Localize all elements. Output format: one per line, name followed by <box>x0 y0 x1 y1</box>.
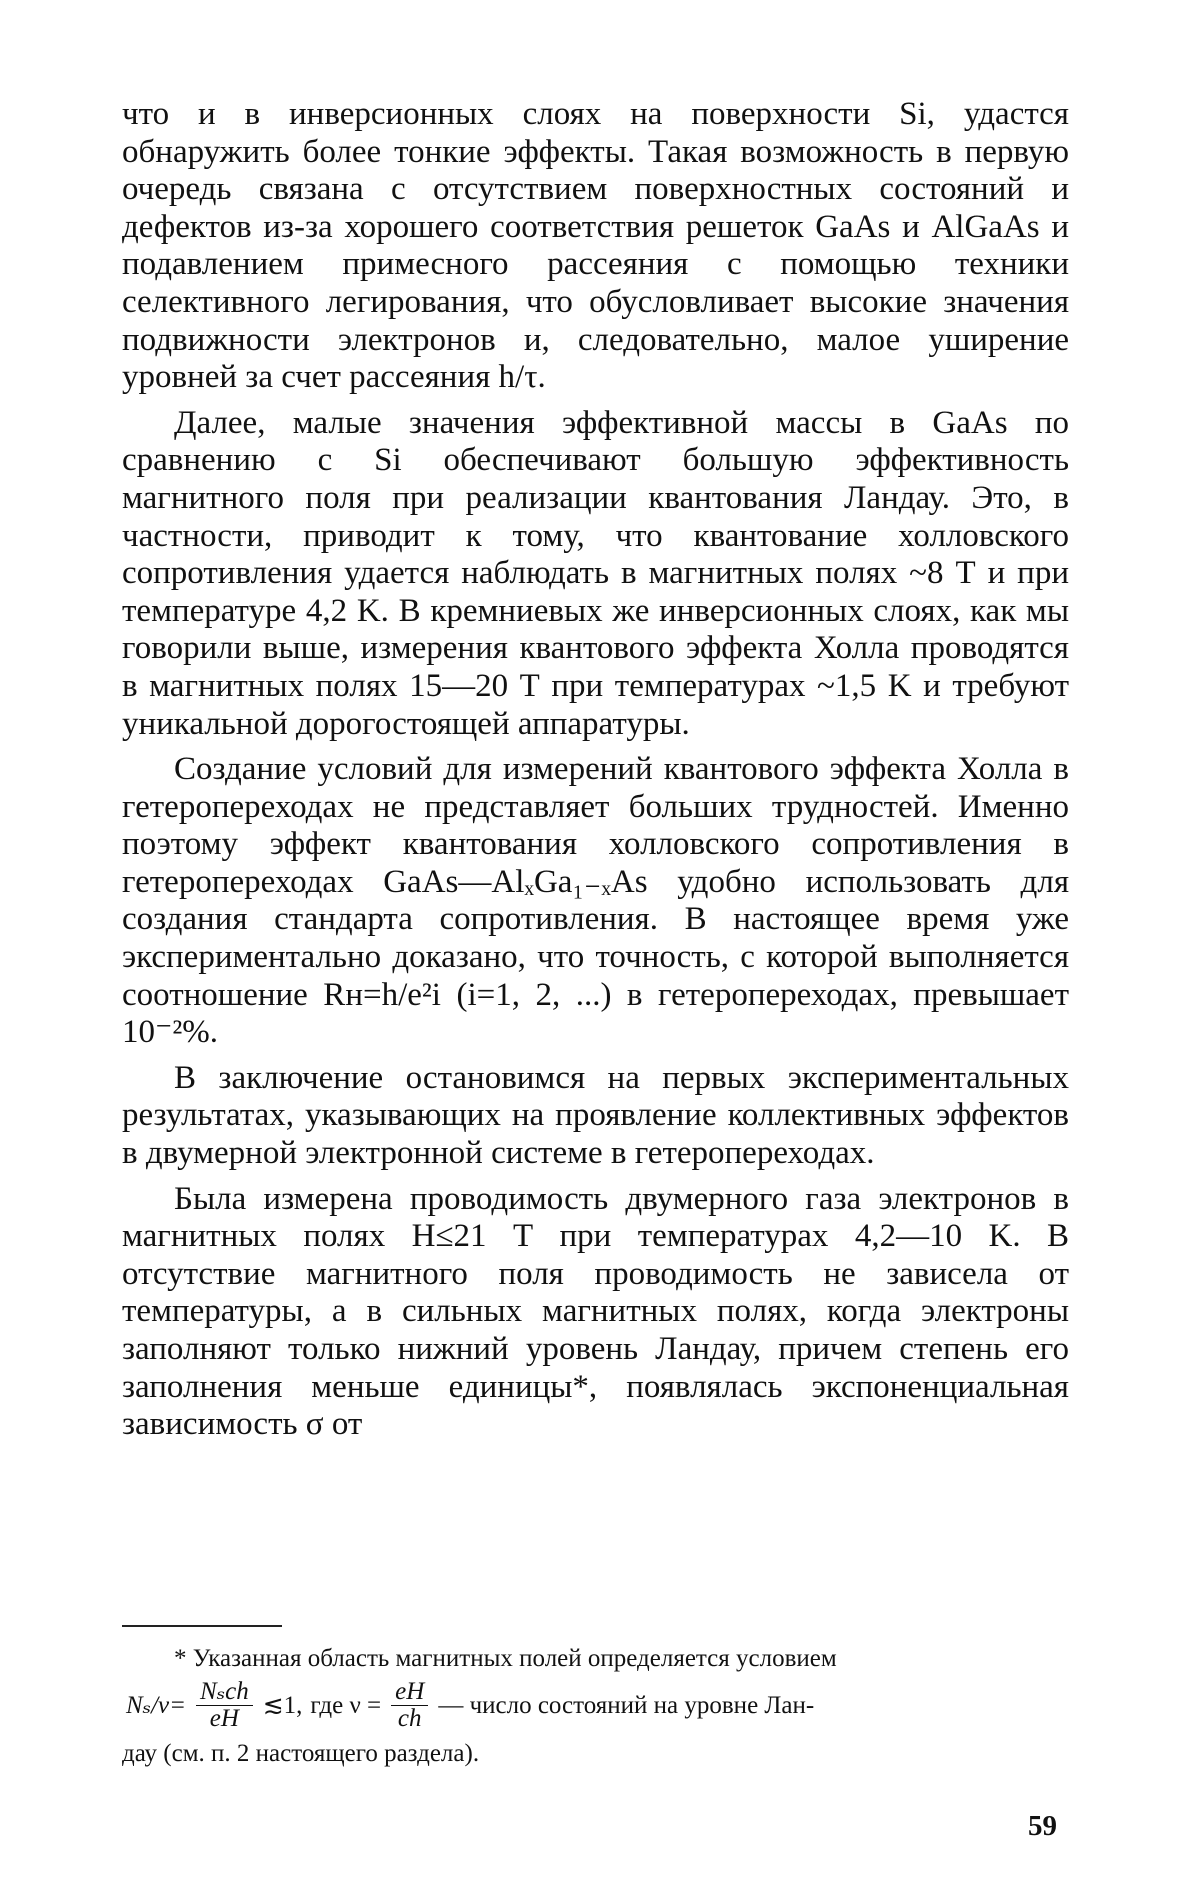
formula-tail: — число состояний на уровне Лан- <box>438 1692 815 1720</box>
fraction-1-numerator: Nₛch <box>196 1679 253 1706</box>
formula-lhs: Nₛ/ν= <box>126 1692 187 1720</box>
fraction-2-numerator: eH <box>391 1679 428 1706</box>
fraction-2-denominator: ch <box>397 1705 422 1733</box>
fraction-1-denominator: eH <box>209 1705 239 1733</box>
page-number: 59 <box>1028 1810 1057 1842</box>
formula-relation: ≲1, <box>262 1692 303 1720</box>
paragraph-4: В заключение остановимся на первых экспериментальных результатах, указывающих на проявление коллективных эффектов в двумерной электронной системе в гетеропереходах. <box>122 1059 1069 1172</box>
main-text <box>122 96 1069 1444</box>
paragraph-1: что и в инверсионных слоях на поверхности Si, удастся обнаружить более тонкие эффекты. Такая возможность в первую очередь связана с отсутствием поверхностных состояний и дефектов из-за хорошего соответствия решеток GaAs и AlGaAs и подавлением примесного рассеяния с помощью техники селективного легирования, что обусловливает высокие значения подвижности электронов и, следовательно, малое уширение уровней за счет рассеяния h/τ. <box>122 96 1069 396</box>
footnote-line-1: * Указанная область магнитных полей определяется условием <box>174 1645 837 1672</box>
fraction-2 <box>391 1679 428 1733</box>
footnote <box>122 1642 1069 1770</box>
footnote-line-3: дау (см. п. 2 настоящего раздела). <box>122 1739 480 1767</box>
paragraph-5: Была измерена проводимость двумерного газа электронов в магнитных полях H≤21 Т при температурах 4,2—10 K. В отсутствие магнитного поля проводимость не зависела от температуры, а в сильных магнитных полях, когда электроны заполняют только нижний уровень Ландау, причем степень его заполнения меньше единицы*, появлялась экспоненциальная зависимость σ от <box>122 1180 1069 1443</box>
footnote-formula <box>122 1679 1069 1733</box>
paragraph-2: Далее, малые значения эффективной массы в GaAs по сравнению с Si обеспечивают большую эффективность магнитного поля при реализации квантования Ландау. Это, в частности, приводит к тому, что квантование холловского сопротивления удается наблюдать в магнитных полях ~8 Т и при температуре 4,2 K. В кремниевых же инверсионных слоях, как мы говорили выше, измерения квантового эффекта Холла проводятся в магнитных полях 15—20 Т при температурах ~1,5 K и требуют уникальной дорогостоящей аппаратуры. <box>122 404 1069 742</box>
footnote-separator <box>122 1625 282 1627</box>
fraction-1 <box>196 1679 253 1733</box>
formula-where: где ν = <box>310 1692 382 1720</box>
paragraph-3: Создание условий для измерений квантового эффекта Холла в гетеропереходах не представляет больших трудностей. Именно поэтому эффект квантования холловского сопротивления в гетеропереходах GaAs—AlₓGa₁₋ₓAs удобно использовать для создания стандарта сопротивления. В настоящее время уже экспериментально доказано, что точность, с которой выполняется соотношение Rн=h/e²i (i=1, 2, ...) в гетеропереходах, превышает 10⁻²%. <box>122 751 1069 1051</box>
